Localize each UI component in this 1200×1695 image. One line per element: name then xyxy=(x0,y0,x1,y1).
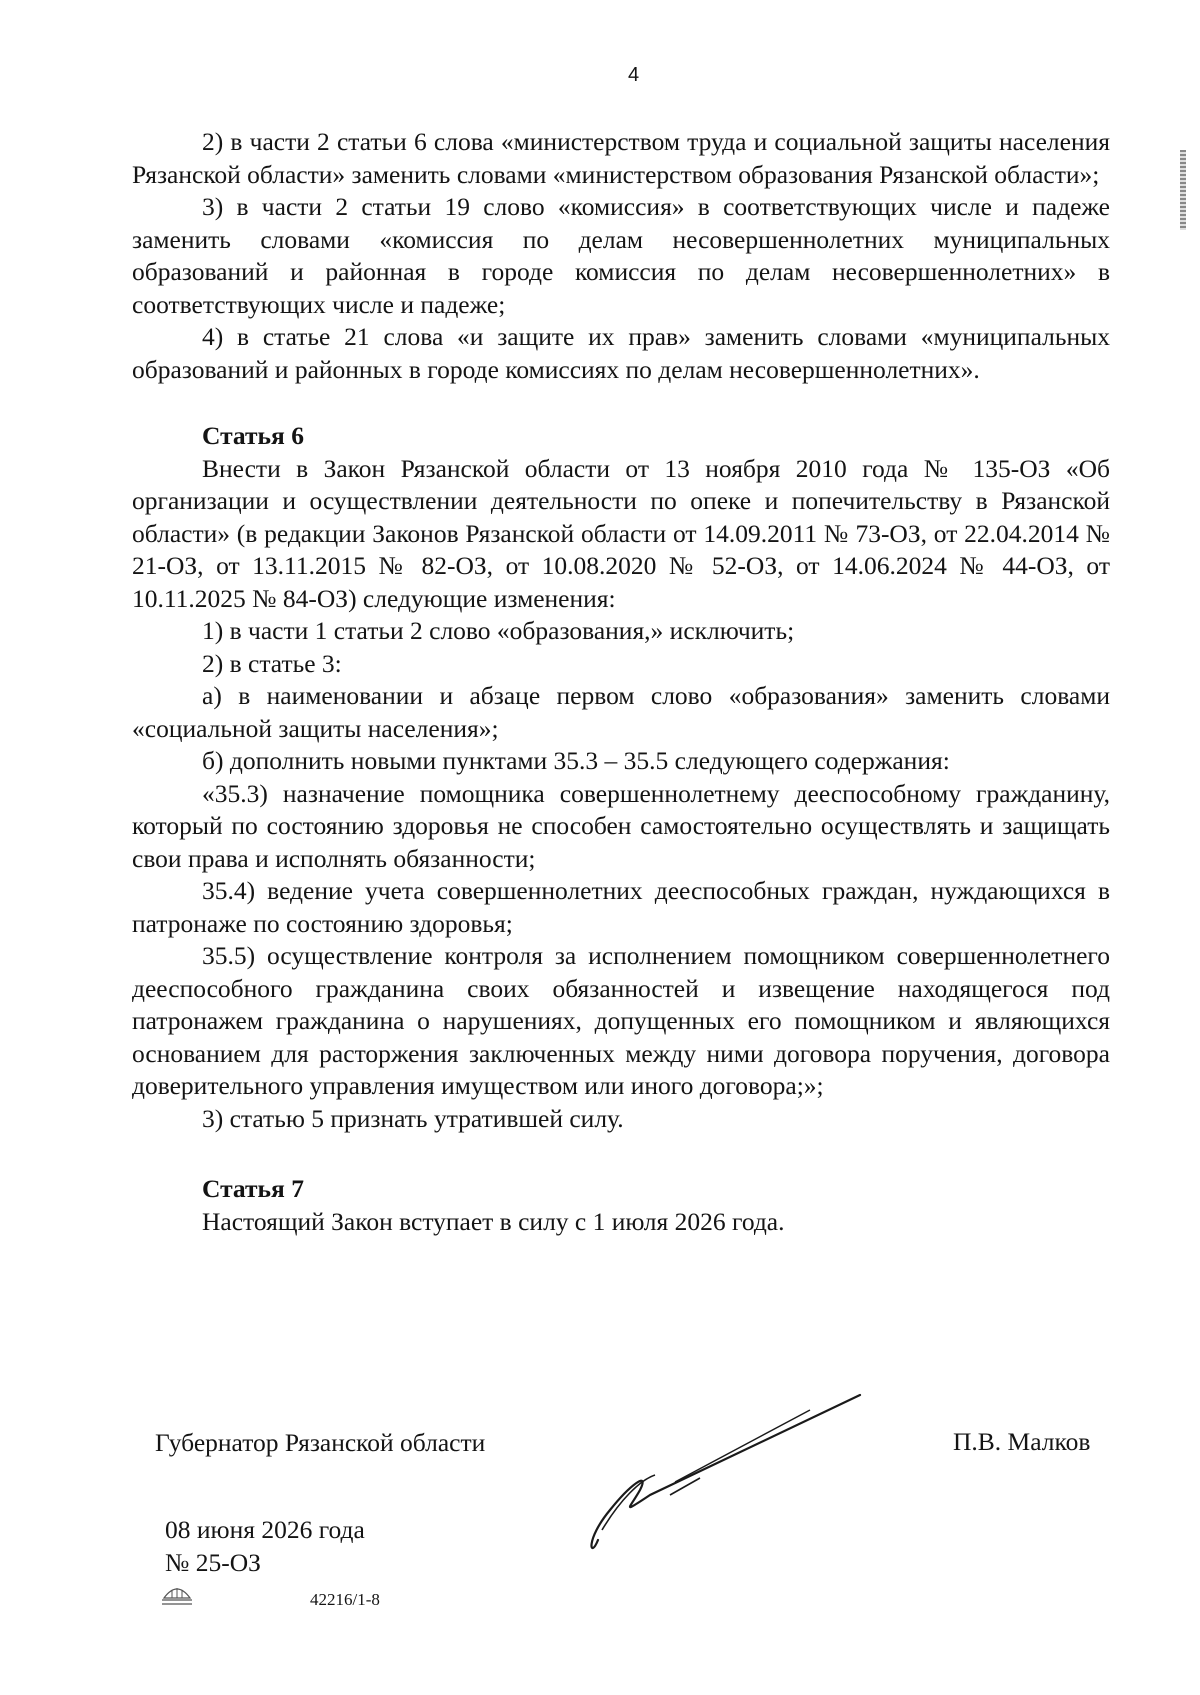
document-body xyxy=(132,126,1110,1238)
article-6-item: 1) в части 1 статьи 2 слово «образования,» исключить; xyxy=(202,616,795,645)
registry-code: 42216/1-8 xyxy=(310,1590,380,1609)
scan-edge-mark xyxy=(1180,150,1186,230)
spacer xyxy=(132,1135,1110,1173)
article-6-item: а) в наименовании и абзаце первом слово «образования» заменить словами «социальной защиты населения»; xyxy=(132,681,1110,743)
governor-name: П.В. Малков xyxy=(953,1427,1091,1456)
article-6-item: 3) статью 5 признать утратившей силу. xyxy=(202,1103,624,1133)
handwritten-signature xyxy=(580,1390,880,1570)
law-number: № 25-ОЗ xyxy=(165,1548,261,1577)
amendment-paragraph: 4) в статье 21 слова «и защите их прав» заменить словами «муниципальных образований и районных в городе комиссиях по делам несовершеннолетних». xyxy=(132,322,1110,384)
page-number: 4 xyxy=(628,64,640,86)
article-7-text: Настоящий Закон вступает в силу с 1 июля 2026 года. xyxy=(202,1206,785,1236)
article-6-intro: Внести в Закон Рязанской области от 13 ноября 2010 года № 135-ОЗ «Об организации и осуществлении деятельности по опеке и попечительству в Рязанской области» (в редакции Законов Рязанской области от 14.09.2011 № 73-ОЗ, от 22.04.2014 № 21-ОЗ, от 13.11.2015 № 82-ОЗ, от 10.08.2020 № 52-ОЗ, от 14.06.2024 № 44-ОЗ, от 10.11.2025 № 84-ОЗ) следующие изменения: xyxy=(132,453,1110,613)
printer-logo-icon xyxy=(160,1580,194,1606)
amendment-paragraph: 3) в части 2 статьи 19 слово «комиссия» в соответствующих числе и падеже заменить словами «комиссия по делам несовершеннолетних муниципальных образований и районная в городе комиссия по делам несовершеннолетних» в соответствующих числе и падеже; xyxy=(132,192,1110,319)
article-7-heading: Статья 7 xyxy=(202,1174,304,1203)
article-6-heading: Статья 6 xyxy=(202,421,304,450)
document-date-block xyxy=(165,1513,365,1579)
spacer xyxy=(132,386,1110,420)
amendment-paragraph: 2) в части 2 статьи 6 слова «министерством труда и социальной защиты населения Рязанской области» заменить словами «министерством образования Рязанской области»; xyxy=(132,127,1110,189)
article-6-item: 35.5) осуществление контроля за исполнением помощником совершеннолетнего дееспособного гражданина своих обязанностей и извещение находящегося под патронажем гражданина о нарушениях, допущенных его помощником и являющихся основанием для расторжения заключенных между ними договора поручения, договора доверительного управления имуществом или иного договора;»; xyxy=(132,941,1110,1100)
article-6-item: 35.4) ведение учета совершеннолетних дееспособных граждан, нуждающихся в патронаже по состоянию здоровья; xyxy=(132,876,1110,938)
signing-date: 08 июня 2026 года xyxy=(165,1515,365,1544)
article-6-item: б) дополнить новыми пунктами 35.3 – 35.5 следующего содержания: xyxy=(202,746,950,775)
article-6-item: 2) в статье 3: xyxy=(202,648,342,678)
governor-title: Губернатор Рязанской области xyxy=(155,1428,486,1457)
article-6-item: «35.3) назначение помощника совершеннолетнему дееспособному гражданину, который по состоянию здоровья не способен самостоятельно осуществлять и защищать свои права и исполнять обязанности; xyxy=(132,778,1110,873)
